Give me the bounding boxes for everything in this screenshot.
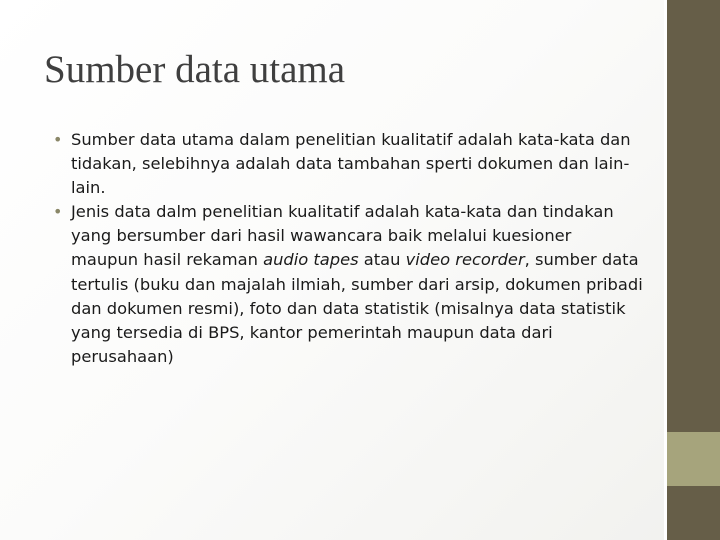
- bullet-item-1: [53, 128, 643, 200]
- bullet-text: atau: [358, 250, 406, 270]
- bullet-text: Sumber data utama dalam penelitian kualitatif adalah kata-kata dan tidakan, selebihnya adalah data tambahan sperti dokumen dan lain-lain.: [71, 130, 631, 198]
- bullet-list: [53, 128, 643, 369]
- bullet-item-2: [53, 200, 643, 369]
- emphasis-text: video recorder: [405, 250, 525, 270]
- bullet-text: , sumber data tertulis (buku dan majalah ilmiah, sumber dari arsip, dokumen pribadi dan dokumen resmi), foto dan data statistik (misalnya data statistik yang tersedia di BPS, kantor pemerintah maupun data dari perusahaan): [71, 250, 643, 366]
- slide-title: Sumber data utama: [44, 48, 346, 91]
- sidebar-accent-block: [667, 432, 720, 486]
- emphasis-text: audio tapes: [263, 250, 359, 270]
- bullet-text: Jenis data dalm penelitian kualitatif adalah kata-kata dan tindakan yang bersumber dari hasil wawancara baik melalui kuesioner maupun hasil rekaman: [71, 202, 614, 270]
